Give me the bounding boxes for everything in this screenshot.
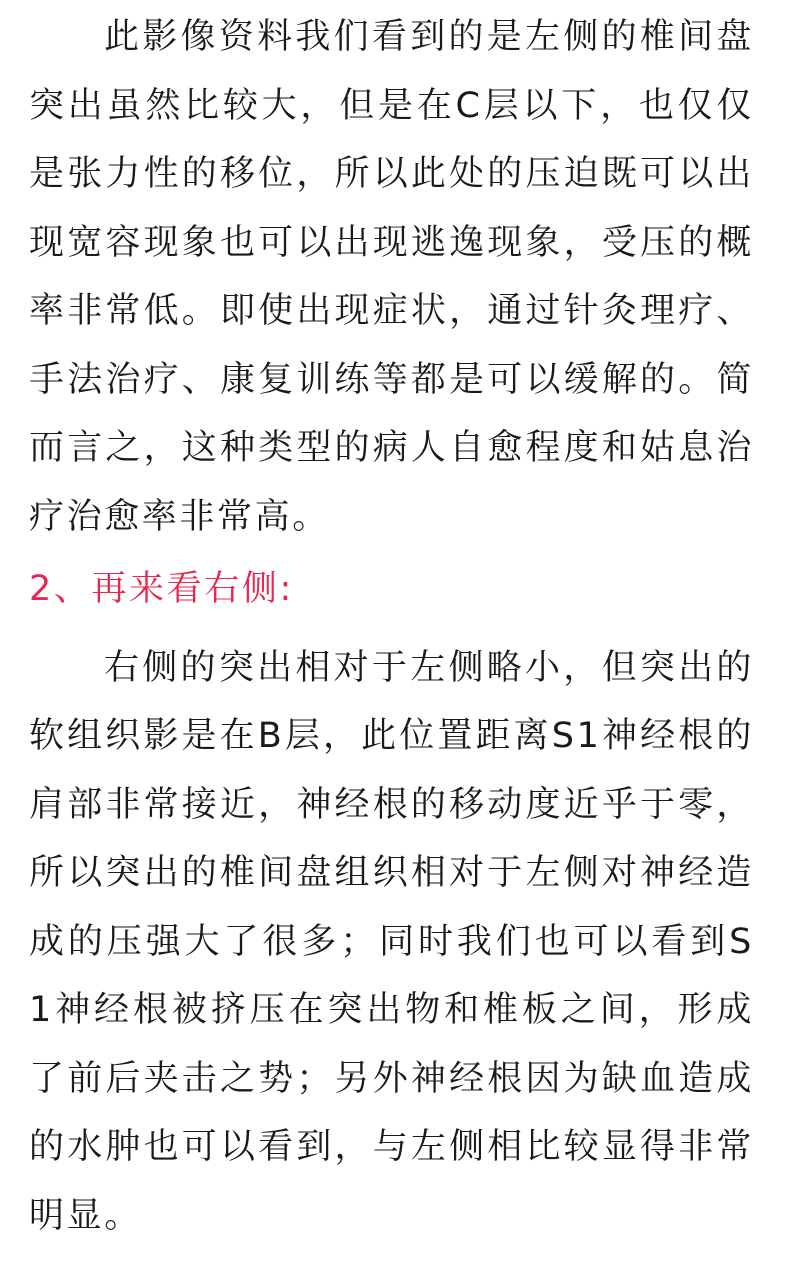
paragraph-right-disc: 右侧的突出相对于左侧略小，但突出的软组织影是在B层，此位置距离S1神经根的肩部非常接近，神经根的移动度近乎于零，所以突出的椎间盘组织相对于左侧对神经造成的压强大了很多；同时我们也可以看到S1神经根被挤压在突出物和椎板之间，形成了前后夹击之势；另外神经根因为缺血造成的水肿也可以看到，与左侧相比较显得非常明显。 [29,647,754,1236]
section-heading-right-side: 2、再来看右侧: [29,569,294,609]
article-body [29,0,754,1250]
paragraph-left-disc: 此影像资料我们看到的是左侧的椎间盘突出虽然比较大，但是在C层以下，也仅仅是张力性的移位，所以此处的压迫既可以出现宽容现象也可以出现逃逸现象，受压的概率非常低。即使出现症状，通过针灸理疗、手法治疗、康复训练等都是可以缓解的。简而言之，这种类型的病人自愈程度和姑息治疗治愈率非常高。 [29,17,754,537]
